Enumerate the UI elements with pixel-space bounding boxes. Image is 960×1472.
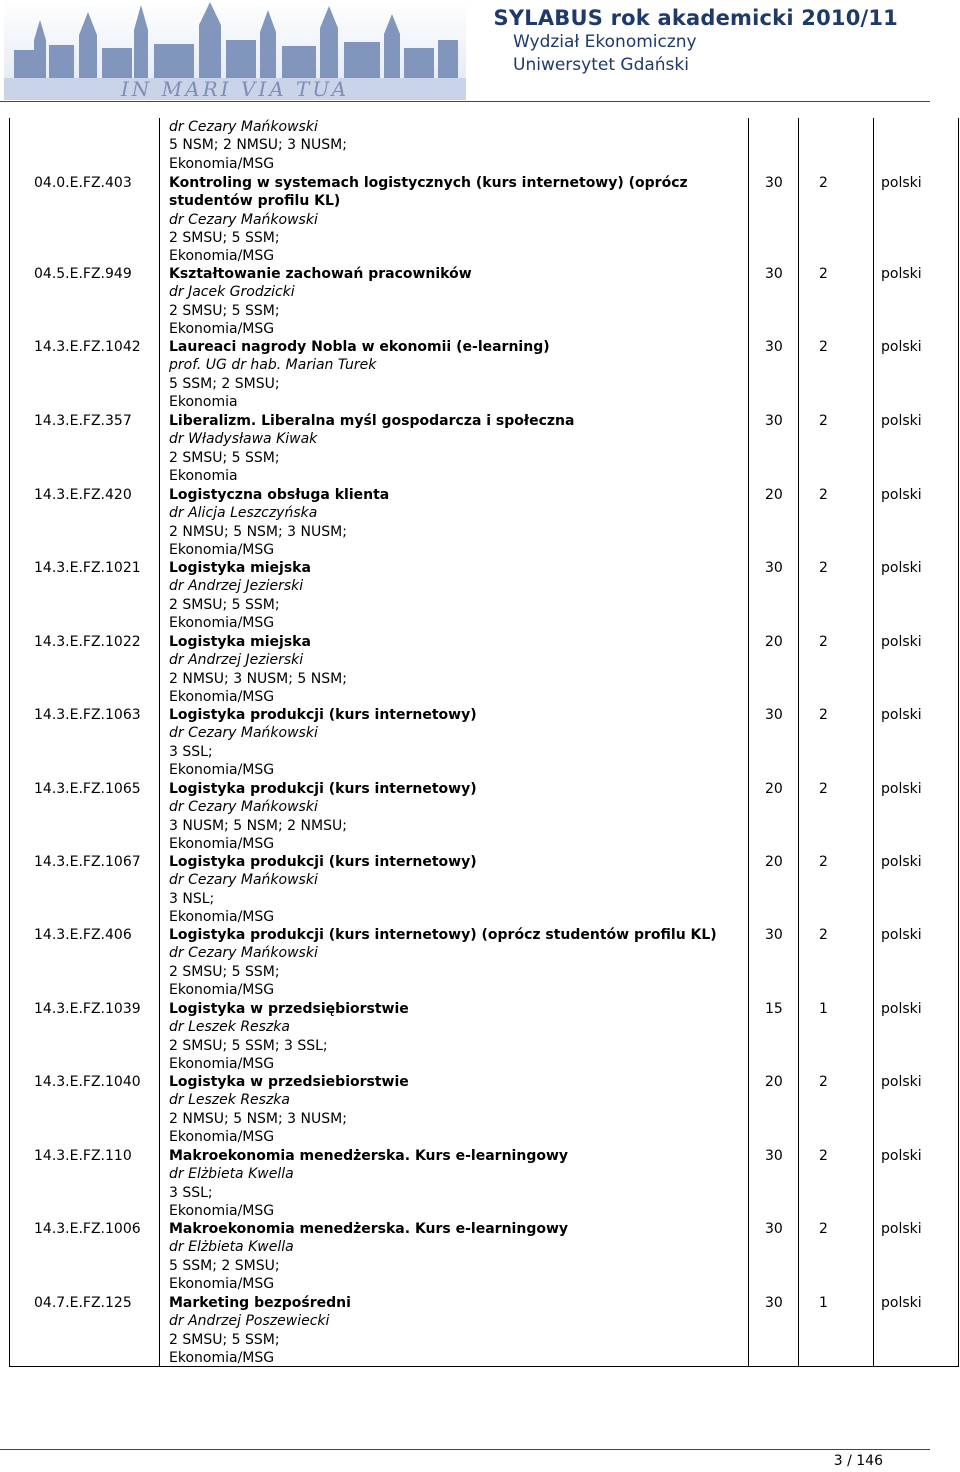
course-language: polski bbox=[881, 927, 922, 943]
course-code: 04.7.E.FZ.125 bbox=[34, 1295, 132, 1311]
student-groups: 3 NSL; bbox=[169, 890, 215, 907]
student-groups: 3 SSL; bbox=[169, 1184, 213, 1201]
lecturer-name: dr Cezary Mańkowski bbox=[169, 725, 318, 742]
course-description bbox=[169, 1294, 351, 1367]
course-ects: 2 bbox=[819, 781, 828, 797]
course-ects: 2 bbox=[819, 854, 828, 870]
course-code: 14.3.E.FZ.1006 bbox=[34, 1221, 141, 1237]
course-hours: 15 bbox=[765, 1001, 783, 1017]
course-description bbox=[169, 926, 717, 999]
course-hours: 20 bbox=[765, 781, 783, 797]
course-ects: 2 bbox=[819, 1074, 828, 1090]
course-description bbox=[169, 1073, 409, 1146]
course-code: 14.3.E.FZ.1022 bbox=[34, 634, 141, 650]
page-header bbox=[0, 0, 960, 104]
syllabus-title: SYLABUS rok akademicki 2010/11 bbox=[493, 6, 898, 30]
student-groups: 2 SMSU; 5 SSM; bbox=[169, 596, 280, 613]
course-ects: 2 bbox=[819, 707, 828, 723]
course-ects: 2 bbox=[819, 266, 828, 282]
faculty-name: Wydział Ekonomiczny bbox=[513, 32, 697, 52]
student-groups: 2 SMSU; 5 SSM; bbox=[169, 1331, 280, 1348]
course-title: Laureaci nagrody Nobla w ekonomii (e-learning) bbox=[169, 339, 550, 355]
lecturer-name: dr Władysława Kiwak bbox=[169, 431, 318, 448]
course-code: 14.3.E.FZ.1042 bbox=[34, 339, 141, 355]
study-program: Ekonomia/MSG bbox=[169, 835, 275, 852]
course-language: polski bbox=[881, 634, 922, 650]
course-code: 14.3.E.FZ.406 bbox=[34, 927, 132, 943]
course-code: 04.5.E.FZ.949 bbox=[34, 266, 132, 282]
course-title: Marketing bezpośredni bbox=[169, 1295, 351, 1311]
course-title: Kontroling w systemach logistycznych (kurs internetowy) (oprócz bbox=[169, 175, 688, 191]
col-divider-code bbox=[159, 118, 160, 1367]
course-hours: 30 bbox=[765, 339, 783, 355]
course-ects: 2 bbox=[819, 413, 828, 429]
course-code: 14.3.E.FZ.1039 bbox=[34, 1001, 141, 1017]
course-title: Logistyka w przedsiebiorstwie bbox=[169, 1074, 409, 1090]
student-groups: 2 NMSU; 5 NSM; 3 NUSM; bbox=[169, 1110, 347, 1127]
study-program: Ekonomia/MSG bbox=[169, 320, 275, 337]
study-program: Ekonomia/MSG bbox=[169, 1128, 275, 1145]
course-title: Logistyka miejska bbox=[169, 560, 311, 576]
lecturer-name: dr Elżbieta Kwella bbox=[169, 1239, 294, 1256]
gdansk-skyline-logo bbox=[4, 0, 466, 100]
course-description bbox=[169, 412, 574, 485]
lecturer-name: dr Leszek Reszka bbox=[169, 1092, 290, 1109]
course-title: Logistyka produkcji (kurs internetowy) bbox=[169, 781, 477, 797]
course-hours: 30 bbox=[765, 1148, 783, 1164]
student-groups: 3 NUSM; 5 NSM; 2 NMSU; bbox=[169, 817, 347, 834]
university-name: Uniwersytet Gdański bbox=[513, 55, 689, 75]
course-code: 14.3.E.FZ.1021 bbox=[34, 560, 141, 576]
col-divider-desc bbox=[748, 118, 749, 1367]
study-program: Ekonomia/MSG bbox=[169, 1202, 275, 1219]
course-hours: 20 bbox=[765, 1074, 783, 1090]
student-groups: 2 NMSU; 5 NSM; 3 NUSM; bbox=[169, 523, 347, 540]
student-groups: 2 SMSU; 5 SSM; bbox=[169, 449, 280, 466]
course-ects: 2 bbox=[819, 927, 828, 943]
course-language: polski bbox=[881, 854, 922, 870]
course-hours: 20 bbox=[765, 634, 783, 650]
course-description bbox=[169, 1000, 409, 1073]
course-title: Logistyczna obsługa klienta bbox=[169, 487, 390, 503]
course-language: polski bbox=[881, 266, 922, 282]
table-border-right bbox=[958, 118, 959, 1367]
course-code: 14.3.E.FZ.1063 bbox=[34, 707, 141, 723]
course-title: studentów profilu KL) bbox=[169, 193, 341, 210]
study-program: Ekonomia/MSG bbox=[169, 908, 275, 925]
course-language: polski bbox=[881, 1074, 922, 1090]
study-program: Ekonomia bbox=[169, 467, 238, 484]
course-title: Kształtowanie zachowań pracowników bbox=[169, 266, 472, 282]
lecturer-name: prof. UG dr hab. Marian Turek bbox=[169, 357, 377, 374]
course-description bbox=[169, 338, 550, 411]
lecturer-name: dr Andrzej Poszewiecki bbox=[169, 1313, 330, 1330]
lecturer-name: dr Andrzej Jezierski bbox=[169, 578, 304, 595]
course-hours: 20 bbox=[765, 487, 783, 503]
course-table bbox=[9, 118, 959, 1367]
course-language: polski bbox=[881, 487, 922, 503]
table-border-bottom bbox=[9, 1366, 959, 1367]
course-title: Logistyka miejska bbox=[169, 634, 311, 650]
course-language: polski bbox=[881, 707, 922, 723]
continuation-desc bbox=[169, 118, 347, 173]
course-hours: 30 bbox=[765, 175, 783, 191]
course-title: Liberalizm. Liberalna myśl gospodarcza i społeczna bbox=[169, 413, 575, 429]
study-program: Ekonomia/MSG bbox=[169, 614, 275, 631]
course-code: 14.3.E.FZ.1065 bbox=[34, 781, 141, 797]
course-code: 14.3.E.FZ.357 bbox=[34, 413, 132, 429]
course-ects: 2 bbox=[819, 1221, 828, 1237]
lecturer-name: dr Jacek Grodzicki bbox=[169, 284, 295, 301]
student-groups: 3 SSL; bbox=[169, 743, 213, 760]
course-description bbox=[169, 559, 311, 632]
course-ects: 2 bbox=[819, 339, 828, 355]
course-title: Logistyka produkcji (kurs internetowy) (oprócz studentów profilu KL) bbox=[169, 927, 717, 943]
lecturer-name: dr Alicja Leszczyńska bbox=[169, 505, 318, 522]
course-description bbox=[169, 265, 472, 338]
course-language: polski bbox=[881, 1221, 922, 1237]
study-program: Ekonomia/MSG bbox=[169, 1275, 275, 1292]
lecturer-name: dr Cezary Mańkowski bbox=[169, 945, 318, 962]
course-title: Logistyka produkcji (kurs internetowy) bbox=[169, 854, 477, 870]
course-description bbox=[169, 853, 477, 926]
course-hours: 30 bbox=[765, 927, 783, 943]
course-language: polski bbox=[881, 175, 922, 191]
course-hours: 30 bbox=[765, 1295, 783, 1311]
course-title: Logistyka w przedsiębiorstwie bbox=[169, 1001, 409, 1017]
course-description bbox=[169, 1147, 568, 1220]
course-ects: 2 bbox=[819, 487, 828, 503]
course-description bbox=[169, 1220, 568, 1293]
course-description bbox=[169, 174, 688, 265]
col-divider-ects bbox=[873, 118, 874, 1367]
course-ects: 1 bbox=[819, 1295, 828, 1311]
course-description bbox=[169, 633, 347, 706]
student-groups: 2 SMSU; 5 SSM; 3 SSL; bbox=[169, 1037, 328, 1054]
student-groups: 2 SMSU; 5 SSM; bbox=[169, 302, 280, 319]
course-description bbox=[169, 706, 477, 779]
study-program: Ekonomia/MSG bbox=[169, 1349, 275, 1366]
student-groups: 5 SSM; 2 SMSU; bbox=[169, 1257, 280, 1274]
study-program: Ekonomia bbox=[169, 393, 238, 410]
study-program: Ekonomia/MSG bbox=[169, 981, 275, 998]
study-program: Ekonomia/MSG bbox=[169, 761, 275, 778]
course-hours: 30 bbox=[765, 1221, 783, 1237]
course-ects: 2 bbox=[819, 560, 828, 576]
student-groups: 5 NSM; 2 NMSU; 3 NUSM; bbox=[169, 137, 347, 154]
lecturer-name: dr Leszek Reszka bbox=[169, 1019, 290, 1036]
course-description bbox=[169, 780, 477, 853]
study-program: Ekonomia/MSG bbox=[169, 541, 275, 558]
lecturer-name: dr Andrzej Jezierski bbox=[169, 652, 304, 669]
course-language: polski bbox=[881, 1001, 922, 1017]
course-title: Makroekonomia menedżerska. Kurs e-learningowy bbox=[169, 1148, 569, 1164]
table-border-left bbox=[9, 118, 10, 1367]
course-hours: 30 bbox=[765, 560, 783, 576]
course-title: Makroekonomia menedżerska. Kurs e-learningowy bbox=[169, 1221, 569, 1237]
course-language: polski bbox=[881, 1148, 922, 1164]
course-code: 14.3.E.FZ.110 bbox=[34, 1148, 132, 1164]
lecturer-name: dr Elżbieta Kwella bbox=[169, 1166, 294, 1183]
course-language: polski bbox=[881, 413, 922, 429]
course-title: Logistyka produkcji (kurs internetowy) bbox=[169, 707, 477, 723]
course-hours: 20 bbox=[765, 854, 783, 870]
col-divider-hours bbox=[798, 118, 799, 1367]
course-hours: 30 bbox=[765, 707, 783, 723]
student-groups: 2 SMSU; 5 SSM; bbox=[169, 229, 280, 246]
course-ects: 2 bbox=[819, 634, 828, 650]
student-groups: 2 NMSU; 3 NUSM; 5 NSM; bbox=[169, 670, 347, 687]
student-groups: 2 SMSU; 5 SSM; bbox=[169, 963, 280, 980]
course-language: polski bbox=[881, 560, 922, 576]
lecturer-name: dr Cezary Mańkowski bbox=[169, 211, 318, 228]
course-hours: 30 bbox=[765, 413, 783, 429]
footer-rule bbox=[0, 1449, 930, 1450]
course-language: polski bbox=[881, 1295, 922, 1311]
course-description bbox=[169, 486, 389, 559]
study-program: Ekonomia/MSG bbox=[169, 688, 275, 705]
lecturer-name: dr Cezary Mańkowski bbox=[169, 799, 318, 816]
page-number: 3 / 146 bbox=[833, 1453, 883, 1469]
course-ects: 2 bbox=[819, 175, 828, 191]
student-groups: 5 SSM; 2 SMSU; bbox=[169, 375, 280, 392]
logo-motto: IN MARI VIA TUA bbox=[120, 77, 350, 100]
study-program: Ekonomia/MSG bbox=[169, 248, 275, 265]
lecturer-name: dr Cezary Mańkowski bbox=[169, 119, 318, 135]
course-language: polski bbox=[881, 781, 922, 797]
header-rule bbox=[0, 101, 930, 102]
lecturer-name: dr Cezary Mańkowski bbox=[169, 872, 318, 889]
course-code: 14.3.E.FZ.1067 bbox=[34, 854, 141, 870]
course-ects: 1 bbox=[819, 1001, 828, 1017]
course-ects: 2 bbox=[819, 1148, 828, 1164]
course-code: 04.0.E.FZ.403 bbox=[34, 175, 132, 191]
course-hours: 30 bbox=[765, 266, 783, 282]
course-language: polski bbox=[881, 339, 922, 355]
course-code: 14.3.E.FZ.1040 bbox=[34, 1074, 141, 1090]
study-program: Ekonomia/MSG bbox=[169, 155, 275, 172]
study-program: Ekonomia/MSG bbox=[169, 1055, 275, 1072]
course-code: 14.3.E.FZ.420 bbox=[34, 487, 132, 503]
